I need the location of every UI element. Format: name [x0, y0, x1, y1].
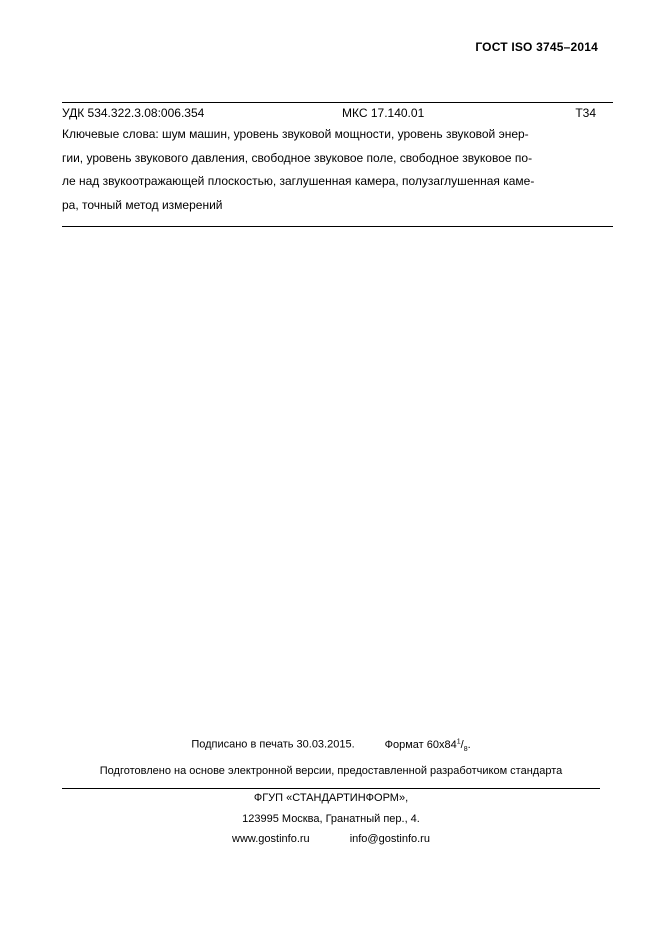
- format-numerator: 1: [456, 738, 461, 745]
- group-code: Т34: [575, 106, 596, 120]
- paper-format: Формат $60х84^1/_8$.: [384, 738, 471, 753]
- publisher-contacts: [62, 833, 600, 845]
- format-end: .: [467, 738, 471, 751]
- classification-row: [62, 106, 596, 122]
- website-link[interactable]: www.gostinfo.ru: [232, 833, 310, 845]
- udc-code: УДК 534.322.3.08:006.354: [62, 106, 205, 120]
- format-label: Формат 60х84: [384, 738, 457, 751]
- keywords-line: ле над звукоотражающей плоскостью, заглушенная камера, полузаглушенная каме-: [62, 174, 535, 188]
- keywords-line: гии, уровень звукового давления, свободное звуковое поле, свободное звуковое по-: [62, 150, 533, 165]
- keywords-divider: [62, 226, 613, 227]
- keywords-line: ра, точный метод измерений: [62, 197, 223, 212]
- standard-code: ГОСТ ISO 3745–2014: [475, 40, 598, 54]
- mks-code: МКС 17.140.01: [342, 106, 425, 120]
- top-divider: [62, 102, 613, 103]
- publisher-address: 123995 Москва, Гранатный пер., 4.: [242, 813, 420, 825]
- footer-divider: [62, 788, 600, 789]
- keywords-paragraph: [62, 123, 596, 217]
- keywords-line: Ключевые слова: шум машин, уровень звуковой мощности, уровень звуковой энер-: [62, 127, 529, 141]
- signed-date: Подписано в печать 30.03.2015.: [191, 738, 355, 751]
- format-denominator: 8: [463, 745, 468, 753]
- signing-line: [62, 738, 600, 753]
- email-link[interactable]: info@gostinfo.ru: [349, 833, 430, 845]
- prepared-note: Подготовлено на основе электронной версии, предоставленной разработчиком стандарта: [99, 765, 563, 777]
- publisher-name: ФГУП «СТАНДАРТИНФОРМ»,: [253, 792, 409, 804]
